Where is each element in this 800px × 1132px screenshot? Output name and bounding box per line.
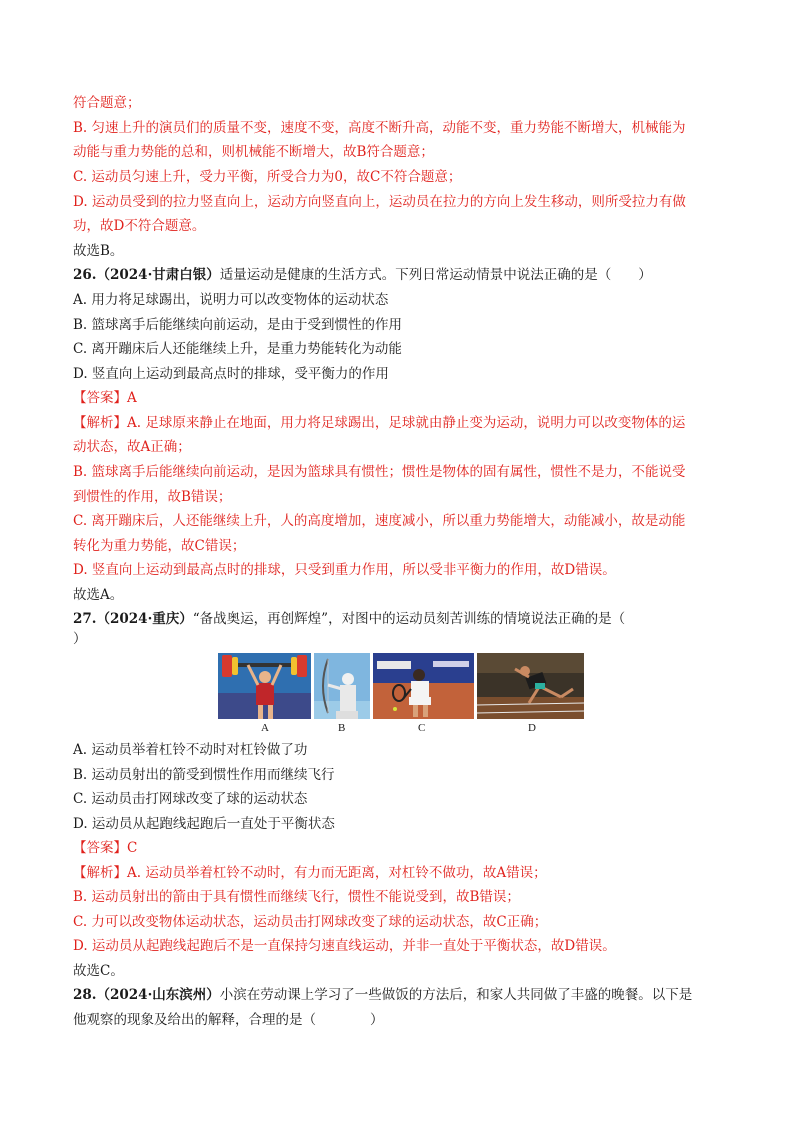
question-number: 27. — [73, 611, 97, 627]
question-26-stem — [73, 266, 652, 284]
question-source: （2024·甘肃白银） — [96, 267, 220, 283]
figure-caption-d: D — [528, 722, 536, 734]
option-d: D. 运动员从起跑线起跑后一直处于平衡状态 — [73, 816, 335, 832]
analysis-line — [73, 864, 547, 882]
prev-analysis-line: 动能与重力势能的总和，则机械能不断增大，故B符合题意； — [73, 144, 434, 160]
answer: 【答案】C — [73, 840, 138, 856]
tennis-photo — [373, 653, 474, 719]
archer-photo — [314, 653, 370, 719]
question-text: 适量运动是健康的生活方式。下列日常运动情景中说法正确的是（ ） — [219, 267, 652, 283]
analysis-line: C. 离开蹦床后，人还能继续上升，人的高度增加，速度减小，所以重力势能增大，动能减小，故是动能 — [73, 513, 686, 529]
question-27-stem — [73, 610, 625, 628]
analysis-text: A. 运动员举着杠铃不动时，有力而无距离，对杠铃不做功，故A错误； — [127, 865, 547, 881]
option-a: A. 运动员举着杠铃不动时对杠铃做了功 — [73, 742, 308, 758]
figure-caption-a: A — [261, 722, 269, 734]
question-number: 28. — [73, 987, 97, 1003]
option-d: D. 竖直向上运动到最高点时的排球，受平衡力的作用 — [73, 366, 389, 382]
prev-analysis-line: D. 运动员受到的拉力竖直向上，运动方向竖直向上，运动员在拉力的方向上发生移动，则所受拉力有做 — [73, 194, 686, 210]
option-c: C. 离开蹦床后人还能继续上升，是重力势能转化为动能 — [73, 341, 402, 357]
prev-analysis-line: C. 运动员匀速上升，受力平衡，所受合力为0，故C不符合题意； — [73, 169, 462, 185]
prev-analysis-line: 功，故D不符合题意。 — [73, 218, 206, 234]
question-source: （2024·山东滨州） — [96, 987, 220, 1003]
prev-conclusion: 故选B。 — [73, 243, 124, 259]
option-c: C. 运动员击打网球改变了球的运动状态 — [73, 791, 308, 807]
analysis-line: D. 运动员从起跑线起跑后不是一直保持匀速直线运动，并非一直处于平衡状态，故D错误。 — [73, 938, 616, 954]
question-text: 小滨在劳动课上学习了一些做饭的方法后，和家人共同做了丰盛的晚餐。以下是 — [219, 987, 693, 1003]
analysis-text: A. 足球原来静止在地面，用力将足球踢出，足球就由静止变为运动，说明力可以改变物体的运 — [127, 415, 686, 431]
question-number: 26. — [73, 267, 97, 283]
answer: 【答案】A — [73, 390, 137, 406]
option-b: B. 运动员射出的箭受到惯性作用而继续飞行 — [73, 767, 335, 783]
question-text-line2: 他观察的现象及给出的解释，合理的是（ ） — [73, 1012, 384, 1028]
analysis-line — [73, 414, 685, 432]
question-28-stem — [73, 986, 692, 1004]
analysis-line: B. 篮球离手后能继续向前运动，是因为篮球具有惯性；惯性是物体的固有属性，惯性不是力，不能说受 — [73, 464, 686, 480]
prev-analysis-line: 符合题意； — [73, 95, 141, 111]
conclusion: 故选C。 — [73, 963, 124, 979]
figure-caption-b: B — [338, 722, 346, 734]
weightlifter-photo — [218, 653, 311, 719]
prev-analysis-line: B. 匀速上升的演员们的质量不变，速度不变，高度不断升高，动能不变，重力势能不断增大，机械能为 — [73, 120, 686, 136]
figure-caption-c: C — [418, 722, 426, 734]
analysis-line: C. 力可以改变物体运动状态，运动员击打网球改变了球的运动状态，故C正确； — [73, 914, 548, 930]
analysis-line: B. 运动员射出的箭由于具有惯性而继续飞行，惯性不能说受到，故B错误； — [73, 889, 520, 905]
analysis-line: 到惯性的作用，故B错误； — [73, 489, 232, 505]
analysis-tag: 【解析】 — [73, 415, 127, 431]
sprinter-photo — [477, 653, 584, 719]
option-a: A. 用力将足球踢出，说明力可以改变物体的运动状态 — [73, 292, 389, 308]
analysis-line: D. 竖直向上运动到最高点时的排球，只受到重力作用，所以受非平衡力的作用，故D错误。 — [73, 562, 616, 578]
question-text: “备战奥运，再创辉煌”，对图中的运动员刻苦训练的情境说法正确的是（ — [192, 611, 626, 627]
analysis-tag: 【解析】 — [73, 865, 127, 881]
conclusion: 故选A。 — [73, 587, 124, 603]
analysis-line: 动状态，故A正确； — [73, 439, 191, 455]
option-b: B. 篮球离手后能继续向前运动，是由于受到惯性的作用 — [73, 317, 403, 333]
question-stem-end: ） — [73, 631, 87, 647]
analysis-line: 转化为重力势能，故C错误； — [73, 538, 246, 554]
question-source: （2024·重庆） — [96, 611, 193, 627]
